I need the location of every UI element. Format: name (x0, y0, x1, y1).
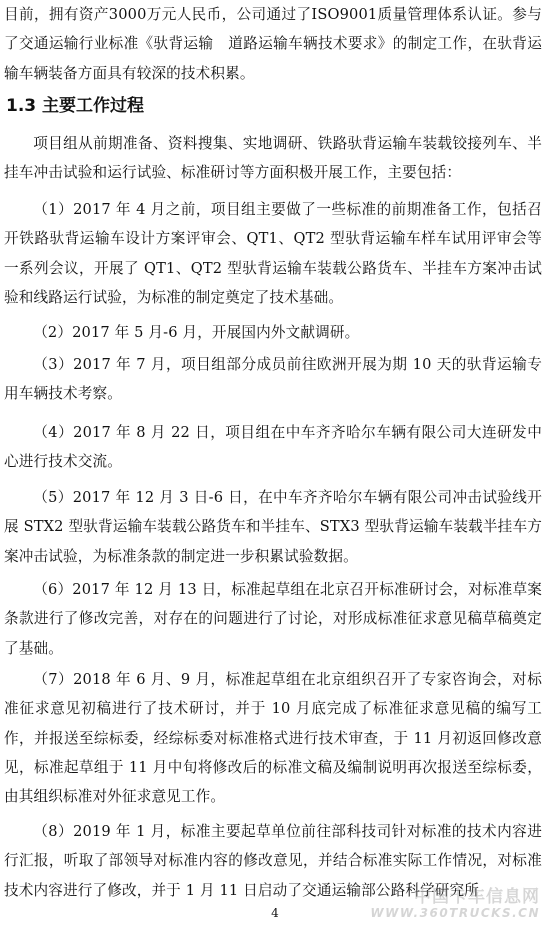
work-item-7: （7）2018 年 6 月、9 月，标准起草组在北京组织召开了专家咨询会，对标准征求意见初稿进行了技术研讨，并于 10 月底完成了标准征求意见稿的编写工作，并报送至综标委，经综标委对标准格式进行技术审查，于 11 月初返回修改意见，标准起草组于 11 月中旬将修改后的标准文稿及编制说明再次报送至综标委，由其组织标准对外征求意见工作。 (4, 671, 542, 806)
watermark-site-name: 中国卡车信息网 (414, 887, 540, 907)
section-lead-paragraph: 项目组从前期准备、资料搜集、实地调研、铁路驮背运输车装载铰接列车、半挂车冲击试验和运行试验、标准研讨等方面积极开展工作，主要包括： (4, 135, 542, 182)
section-heading: 1.3 主要工作过程 (6, 96, 145, 116)
watermark-site-url: WWW.360TRUCKS.CN (370, 906, 540, 920)
work-item-4: （4）2017 年 8 月 22 日，项目组在中车齐齐哈尔车辆有限公司大连研发中心进行技术交流。 (4, 424, 542, 471)
page-number: 4 (271, 906, 279, 920)
work-item-1: （1）2017 年 4 月之前，项目组主要做了一些标准的前期准备工作，包括召开铁路驮背运输车设计方案评审会、QT1、QT2 型驮背运输车样车试用评审会等一系列会议，开展了 QT1、QT2 型驮背运输车装载公路货车、半挂车方案冲击试验和线路运行试验，为标准的制定奠定了技术基础。 (4, 201, 542, 306)
work-item-8: （8）2019 年 1 月，标准主要起草单位前往部科技司针对标准的技术内容进行汇报，听取了部领导对标准内容的修改意见，并结合标准实际工作情况，对标准技术内容进行了修改，并于 1 月 11 日启动了交通运输部公路科学研究所 (4, 823, 542, 899)
work-item-5: （5）2017 年 12 月 3 日-6 日，在中车齐齐哈尔车辆有限公司冲击试验线开展 STX2 型驮背运输车装载公路货车和半挂车、STX3 型驮背运输车装载半挂车方案冲击试验，为标准条款的制定进一步积累试验数据。 (4, 489, 542, 565)
work-item-2: （2）2017 年 5 月-6 月，开展国内外文献调研。 (33, 324, 360, 341)
work-item-6: （6）2017 年 12 月 13 日，标准起草组在北京召开标准研讨会，对标准草案条款进行了修改完善，对存在的问题进行了讨论，对形成标准征求意见稿草稿奠定了基础。 (4, 581, 542, 657)
intro-paragraph: 目前，拥有资产3000万元人民币，公司通过了ISO9001质量管理体系认证。参与了交通运输行业标准《驮背运输 道路运输车辆技术要求》的制定工作，在驮背运输车辆装备方面具有较深的技术积累。 (4, 6, 542, 82)
work-item-3: （3）2017 年 7 月，项目组部分成员前往欧洲开展为期 10 天的驮背运输专用车辆技术考察。 (4, 356, 542, 403)
